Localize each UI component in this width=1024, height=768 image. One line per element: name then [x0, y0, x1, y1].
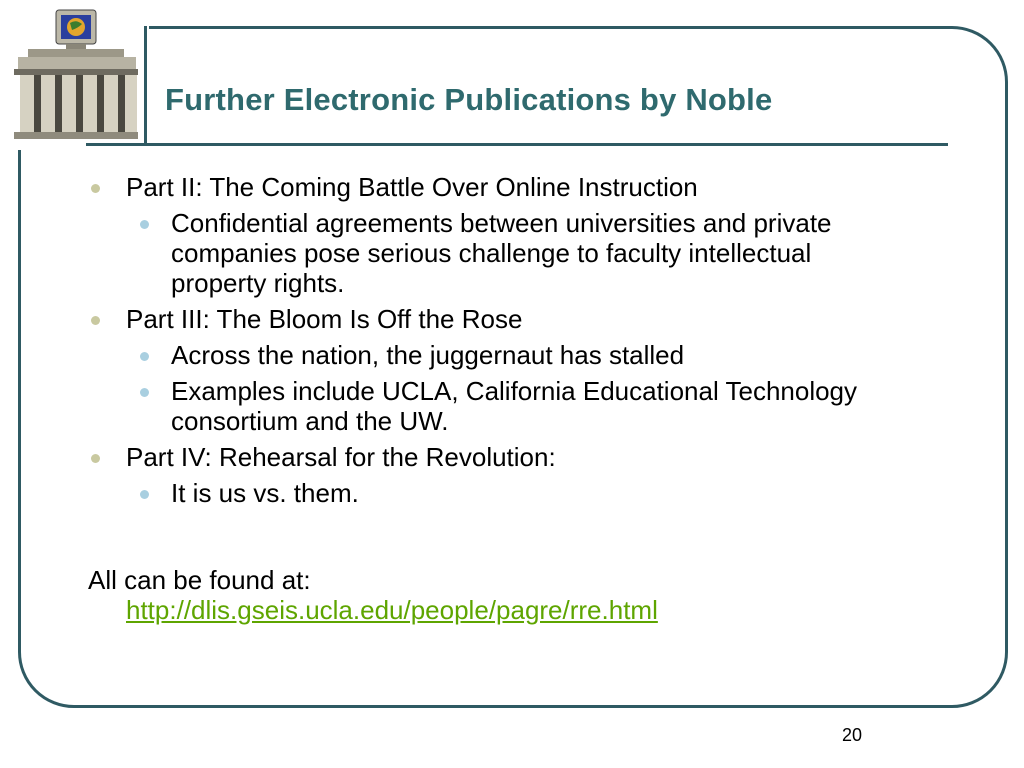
bullet-item	[88, 442, 908, 472]
bullet-text: Part IV: Rehearsal for the Revolution:	[126, 442, 556, 472]
bullet-item	[88, 172, 908, 202]
sub-bullet-icon	[140, 388, 149, 397]
sub-bullet-text: Examples include UCLA, California Educational Technology consortium and the UW.	[171, 376, 858, 436]
bullet-icon	[91, 184, 100, 193]
computer-on-classical-building-icon	[8, 8, 142, 140]
sub-bullet-icon	[140, 352, 149, 361]
bullet-text: Part II: The Coming Battle Over Online Instruction	[126, 172, 698, 202]
found-at-link[interactable]: http://dlis.gseis.ucla.edu/people/pagre/rre.html	[126, 595, 658, 625]
sub-bullet-text: It is us vs. them.	[171, 478, 359, 508]
title-vertical-rule	[144, 26, 147, 146]
sub-bullet-icon	[140, 220, 149, 229]
slide-title: Further Electronic Publications by Noble	[165, 82, 773, 117]
sub-bullet-item	[88, 208, 908, 298]
sub-bullet-item	[88, 478, 908, 508]
sub-bullet-item	[88, 340, 908, 370]
sub-bullet-text: Across the nation, the juggernaut has stalled	[171, 340, 685, 370]
page-number: 20	[841, 725, 863, 745]
bullet-icon	[91, 454, 100, 463]
found-at-block	[88, 565, 908, 625]
bullet-list	[88, 172, 908, 514]
sub-bullet-text: Confidential agreements between universities and private companies pose serious challenge to faculty intellectual property rights.	[171, 208, 832, 298]
bullet-item	[88, 304, 908, 334]
bullet-icon	[91, 316, 100, 325]
sub-bullet-item	[88, 376, 908, 436]
title-underline-rule	[86, 143, 948, 146]
sub-bullet-icon	[140, 490, 149, 499]
bullet-text: Part III: The Bloom Is Off the Rose	[126, 304, 523, 334]
found-at-label: All can be found at:	[88, 565, 311, 595]
